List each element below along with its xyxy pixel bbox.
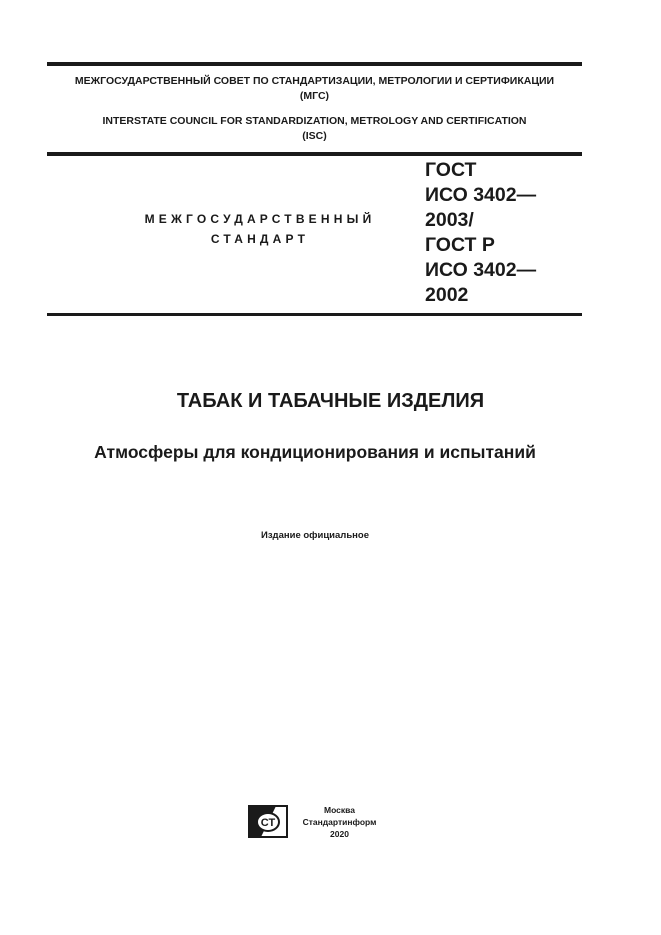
council-name-en xyxy=(47,114,582,144)
designation-line: 2003/ xyxy=(425,209,474,231)
bottom-rule xyxy=(47,313,582,316)
publisher-city: Москва xyxy=(324,805,355,815)
document-title: ТАБАК И ТАБАЧНЫЕ ИЗДЕЛИЯ xyxy=(176,390,485,412)
designation-line: ИСО 3402— xyxy=(425,184,537,206)
designation-line: ГОСТ Р xyxy=(425,234,495,256)
standartinform-logo-icon xyxy=(248,805,288,838)
publisher-name: Стандартинформ xyxy=(302,817,377,827)
council-abbr-ru: (МГС) xyxy=(299,90,330,102)
standard-designation xyxy=(425,158,595,308)
standard-kind xyxy=(110,209,410,249)
top-rule xyxy=(47,62,582,66)
middle-rule xyxy=(47,152,582,156)
publisher-block xyxy=(292,804,387,840)
document-subtitle: Атмосферы для кондиционирования и испытаний xyxy=(94,442,536,462)
council-name-ru-line: МЕЖГОСУДАРСТВЕННЫЙ СОВЕТ ПО СТАНДАРТИЗАЦИИ, МЕТРОЛОГИИ И СЕРТИФИКАЦИИ xyxy=(74,75,555,87)
designation-line: 2002 xyxy=(425,284,469,306)
svg-text:СТ: СТ xyxy=(260,817,276,829)
council-name-ru xyxy=(47,74,582,104)
edition-note: Издание официальное xyxy=(261,530,369,541)
standard-kind-line1: МЕЖГОСУДАРСТВЕННЫЙ xyxy=(144,212,376,226)
council-abbr-en: (ISC) xyxy=(302,130,327,142)
designation-line: ГОСТ xyxy=(425,159,477,181)
designation-line: ИСО 3402— xyxy=(425,259,537,281)
council-name-en-line: INTERSTATE COUNCIL FOR STANDARDIZATION, METROLOGY AND CERTIFICATION xyxy=(102,115,527,127)
publication-year: 2020 xyxy=(330,829,349,839)
standard-kind-line2: СТАНДАРТ xyxy=(210,232,310,246)
